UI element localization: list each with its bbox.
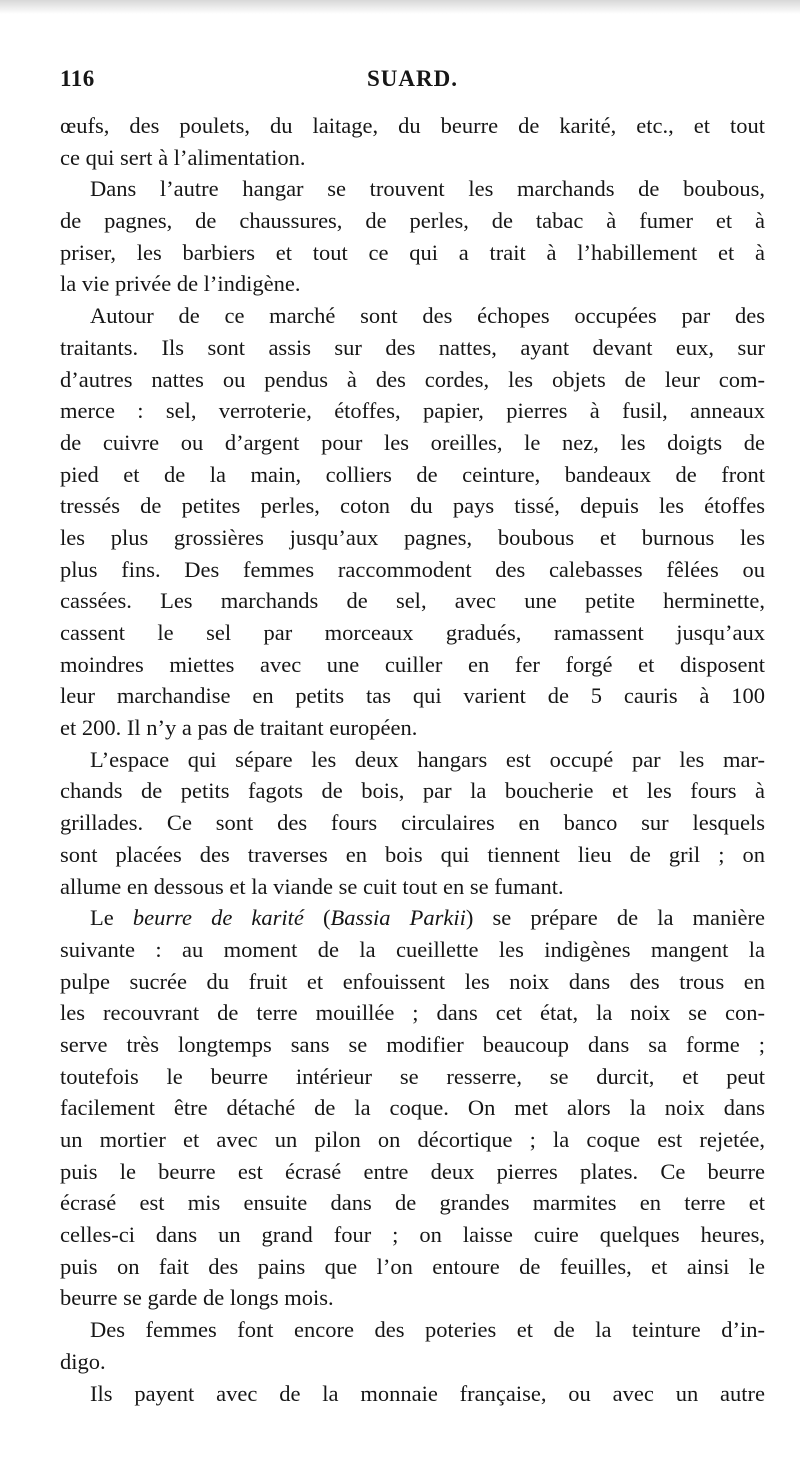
text-body (60, 110, 765, 1409)
text-segment: ) se prépare de la manière (465, 905, 765, 931)
text-line: digo. (60, 1348, 106, 1374)
italic-term: beurre de karité (132, 905, 304, 931)
text-line: suivante : au moment de la cueillette les indigènes mangent la (60, 936, 765, 962)
text-line: de pagnes, de chaussures, de perles, de tabac à fumer et à (60, 208, 765, 234)
text-line: puis on fait des pains que l’on entoure de feuilles, et ainsi le (60, 1253, 765, 1279)
text-line: cassées. Les marchands de sel, avec une petite herminette, (60, 588, 765, 614)
text-line: œufs, des poulets, du laitage, du beurre de karité, etc., et tout (60, 113, 765, 138)
text-line: Des femmes font encore des poteries et de la teinture d’in- (90, 1317, 765, 1343)
text-line: d’autres nattes ou pendus à des cordes, les objets de leur com- (60, 366, 765, 392)
text-line: toutefois le beurre intérieur se resserre, se durcit, et peut (60, 1063, 765, 1089)
text-line: traitants. Ils sont assis sur des nattes, ayant devant eux, sur (60, 334, 765, 360)
text-line: moindres miettes avec une cuiller en fer forgé et disposent (60, 651, 765, 677)
text-line: les recouvrant de terre mouillée ; dans cet état, la noix se con- (60, 1000, 765, 1026)
text-line: L’espace qui sépare les deux hangars est occupé par les mar- (90, 746, 765, 772)
text-segment: Le (90, 905, 133, 931)
text-line: de cuivre ou d’argent pour les oreilles, le nez, les doigts de (60, 429, 765, 455)
text-line: celles-ci dans un grand four ; on laisse cuire quelques heures, (60, 1222, 765, 1248)
text-line: serve très longtemps sans se modifier beaucoup dans sa forme ; (60, 1031, 765, 1057)
text-line: Autour de ce marché sont des échopes occupées par des (90, 303, 765, 329)
text-line: pulpe sucrée du fruit et enfouissent les noix dans des trous en (60, 968, 765, 994)
text-line: facilement être détaché de la coque. On met alors la noix dans (60, 1095, 765, 1121)
text-line: tressés de petites perles, coton du pays tissé, depuis les étoffes (60, 493, 765, 519)
text-line: Dans l’autre hangar se trouvent les marchands de boubous, (90, 176, 765, 202)
text-line: Ils payent avec de la monnaie française, ou avec un autre (90, 1380, 765, 1406)
text-line: un mortier et avec un pilon on décortique ; la coque est rejetée, (60, 1127, 765, 1152)
text-line: ce qui sert à l’alimentation. (60, 144, 306, 170)
text-line: chands de petits fagots de bois, par la boucherie et les fours à (60, 778, 765, 804)
text-line: puis le beurre est écrasé entre deux pierres plates. Ce beurre (60, 1158, 765, 1184)
text-line: merce : sel, verroterie, étoffes, papier, pierres à fusil, anneaux (60, 398, 765, 424)
page-number: 116 (60, 66, 95, 91)
text-line: la vie privée de l’indigène. (60, 271, 301, 297)
italic-term: Bassia Parkii (330, 905, 466, 931)
text-line: écrasé est mis ensuite dans de grandes marmites en terre et (60, 1190, 765, 1216)
text-line: priser, les barbiers et tout ce qui a trait à l’habillement et à (60, 239, 765, 265)
scan-edge (0, 0, 800, 14)
text-line: beurre se garde de longs mois. (60, 1285, 334, 1311)
text-line: plus fins. Des femmes raccommodent des calebasses fêlées ou (60, 556, 765, 582)
running-title: SUARD. (367, 66, 458, 91)
text-line: cassent le sel par morceaux gradués, ramassent jusqu’aux (60, 620, 765, 645)
text-segment: ( (303, 905, 331, 931)
text-line: pied et de la main, colliers de ceinture, bandeaux de front (60, 461, 765, 487)
text-line (60, 902, 765, 934)
text-line: allume en dessous et la viande se cuit tout en se fumant. (60, 873, 564, 899)
text-line: et 200. Il n’y a pas de traitant européen. (60, 715, 418, 741)
text-line: sont placées des traverses en bois qui tiennent lieu de gril ; on (60, 841, 765, 867)
running-head (60, 66, 765, 102)
text-line: grillades. Ce sont des fours circulaires en banco sur lesquels (60, 810, 765, 836)
text-line: les plus grossières jusqu’aux pagnes, boubous et burnous les (60, 524, 765, 550)
text-line: leur marchandise en petits tas qui varient de 5 cauris à 100 (60, 683, 765, 709)
